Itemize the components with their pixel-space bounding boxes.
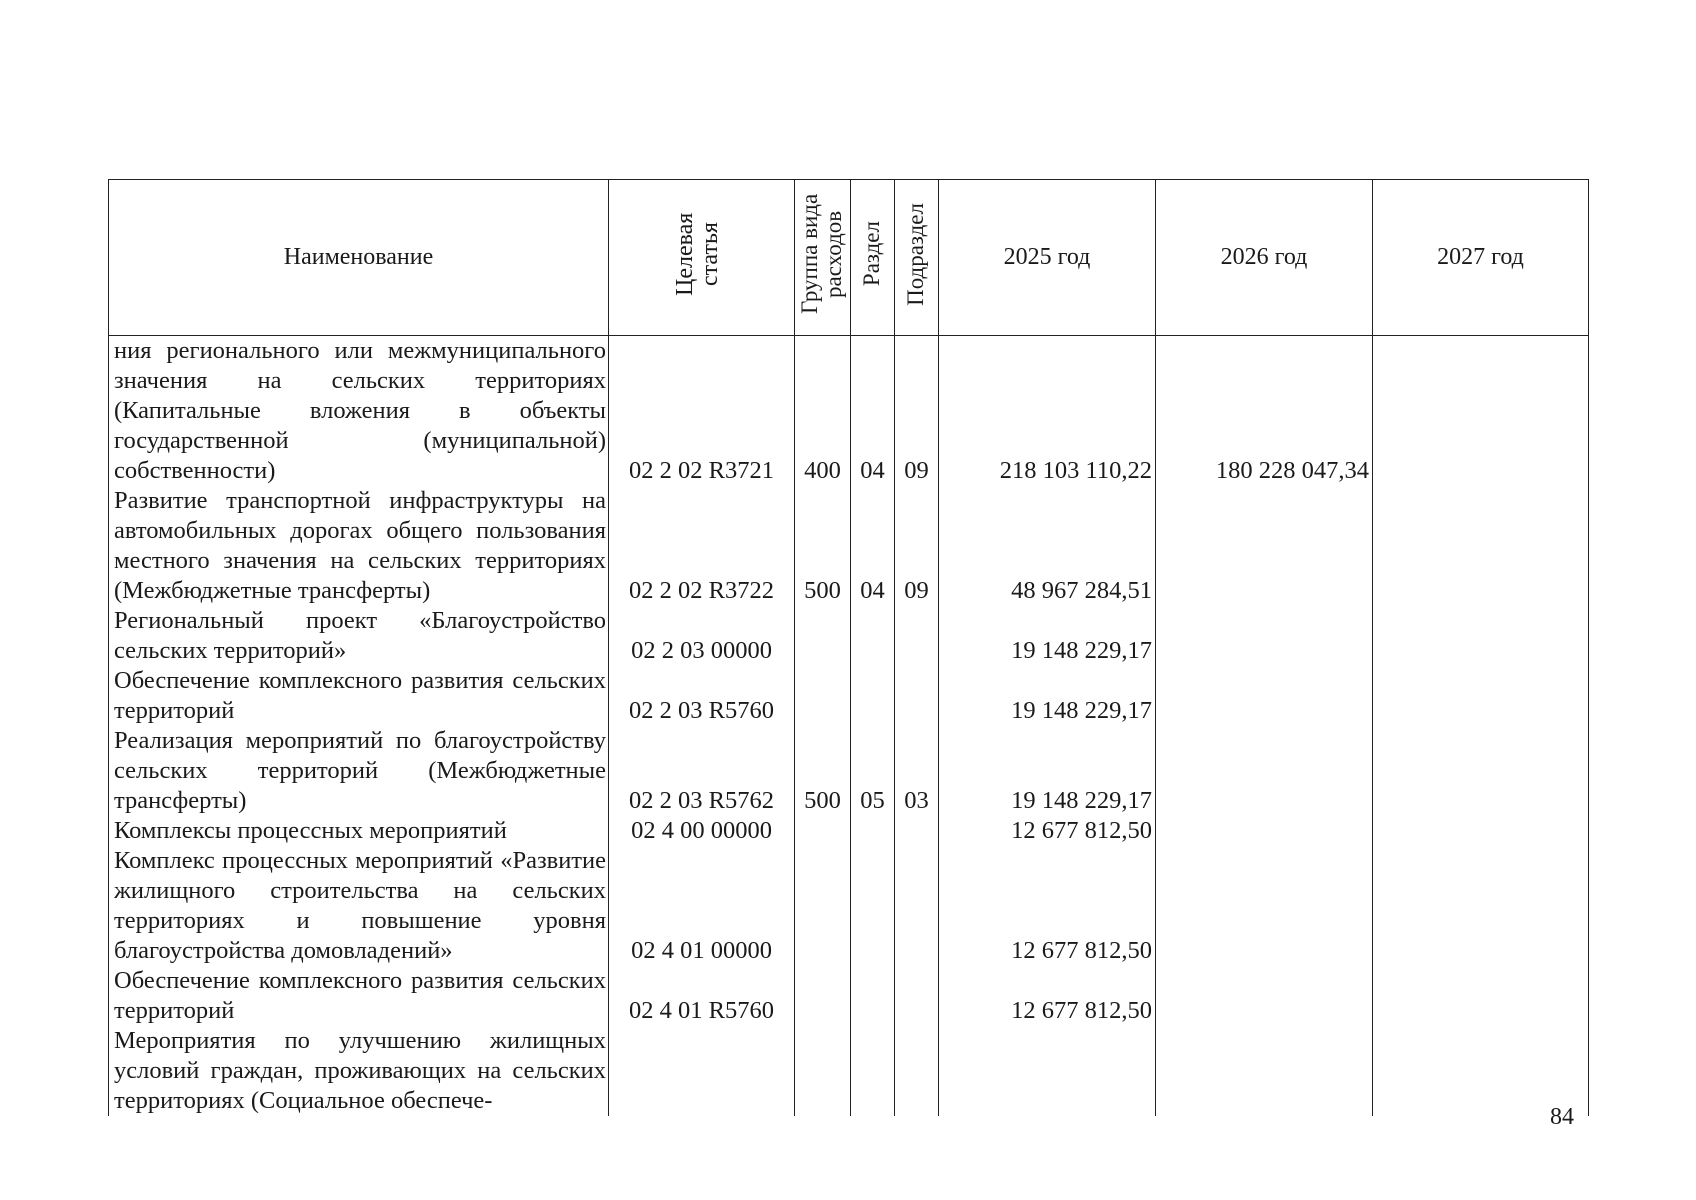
row-amount-2026-cell: [1156, 666, 1373, 726]
row-target-article-cell: 02 2 03 00000: [609, 606, 795, 666]
row-target-article-cell: 02 2 02 R3721: [609, 336, 795, 487]
header-year-2025: 2025 год: [939, 180, 1156, 336]
row-name-cell: Региональный проект «Благоустройство сельских территорий»: [109, 606, 609, 666]
page-number: 84: [1550, 1104, 1574, 1130]
row-amount-2025-cell: 19 148 229,17: [939, 666, 1156, 726]
header-year-2026: 2026 год: [1156, 180, 1373, 336]
row-amount-2026-cell: [1156, 486, 1373, 606]
row-expense-group-cell: [795, 846, 851, 966]
header-subsection: Подраздел: [895, 180, 939, 336]
row-amount-2027-cell: [1373, 846, 1589, 966]
row-name-cell: Комплексы процессных мероприятий: [109, 816, 609, 846]
header-section: Раздел: [851, 180, 895, 336]
row-amount-2026-cell: [1156, 1026, 1373, 1116]
row-subsection-cell: [895, 1026, 939, 1116]
row-amount-2027-cell: [1373, 336, 1589, 487]
table-row: [109, 1026, 1589, 1116]
row-amount-2027-cell: [1373, 666, 1589, 726]
row-amount-2025-cell: 12 677 812,50: [939, 816, 1156, 846]
row-amount-2027-cell: [1373, 966, 1589, 1026]
table-header: [109, 180, 1589, 336]
row-section-cell: [851, 816, 895, 846]
table-row: [109, 726, 1589, 816]
row-target-article-cell: 02 2 02 R3722: [609, 486, 795, 606]
row-amount-2026-cell: [1156, 846, 1373, 966]
row-name-cell: ния регионального или межмуниципального значения на сельских территориях (Капитальные вложения в объекты государственной (муниципальной) собственности): [109, 336, 609, 487]
row-target-article-cell: 02 2 03 R5760: [609, 666, 795, 726]
row-expense-group-cell: [795, 666, 851, 726]
row-amount-2025-cell: [939, 1026, 1156, 1116]
row-name-cell: Реализация мероприятий по благоустройству сельских территорий (Межбюджетные трансферты): [109, 726, 609, 816]
row-expense-group-cell: [795, 816, 851, 846]
table-row: [109, 846, 1589, 966]
row-amount-2027-cell: [1373, 606, 1589, 666]
row-target-article-cell: 02 4 01 00000: [609, 846, 795, 966]
row-target-article-cell: 02 4 01 R5760: [609, 966, 795, 1026]
row-amount-2026-cell: [1156, 966, 1373, 1026]
row-amount-2025-cell: 218 103 110,22: [939, 336, 1156, 487]
row-target-article-cell: [609, 1026, 795, 1116]
row-expense-group-cell: 500: [795, 486, 851, 606]
header-name: Наименование: [109, 180, 609, 336]
row-section-cell: 05: [851, 726, 895, 816]
row-amount-2025-cell: 19 148 229,17: [939, 726, 1156, 816]
row-subsection-cell: [895, 606, 939, 666]
row-subsection-cell: 03: [895, 726, 939, 816]
row-amount-2027-cell: [1373, 816, 1589, 846]
row-subsection-cell: 09: [895, 486, 939, 606]
header-expense-group: Группа вида расходов: [795, 180, 851, 336]
header-target-article: Целевая статья: [609, 180, 795, 336]
table-row: [109, 666, 1589, 726]
row-section-cell: [851, 606, 895, 666]
row-amount-2027-cell: [1373, 726, 1589, 816]
row-amount-2026-cell: [1156, 816, 1373, 846]
row-subsection-cell: 09: [895, 336, 939, 487]
row-amount-2026-cell: [1156, 606, 1373, 666]
row-subsection-cell: [895, 816, 939, 846]
row-amount-2026-cell: [1156, 726, 1373, 816]
row-subsection-cell: [895, 666, 939, 726]
row-amount-2027-cell: [1373, 486, 1589, 606]
row-amount-2025-cell: 12 677 812,50: [939, 846, 1156, 966]
row-amount-2025-cell: 19 148 229,17: [939, 606, 1156, 666]
row-name-cell: Обеспечение комплексного развития сельских территорий: [109, 966, 609, 1026]
row-section-cell: [851, 1026, 895, 1116]
row-amount-2027-cell: [1373, 1026, 1589, 1116]
table-body: [109, 336, 1589, 1117]
row-expense-group-cell: [795, 1026, 851, 1116]
row-section-cell: [851, 966, 895, 1026]
row-expense-group-cell: [795, 606, 851, 666]
row-target-article-cell: 02 4 00 00000: [609, 816, 795, 846]
row-amount-2026-cell: 180 228 047,34: [1156, 336, 1373, 487]
row-amount-2025-cell: 12 677 812,50: [939, 966, 1156, 1026]
row-expense-group-cell: [795, 966, 851, 1026]
row-name-cell: Мероприятия по улучшению жилищных условий граждан, проживающих на сельских территориях (Социальное обеспече-: [109, 1026, 609, 1116]
row-section-cell: [851, 846, 895, 966]
table-row: [109, 816, 1589, 846]
row-name-cell: Комплекс процессных мероприятий «Развитие жилищного строительства на сельских территориях и повышение уровня благоустройства домовладений»: [109, 846, 609, 966]
row-name-cell: Обеспечение комплексного развития сельских территорий: [109, 666, 609, 726]
table-row: [109, 966, 1589, 1026]
row-expense-group-cell: 500: [795, 726, 851, 816]
row-subsection-cell: [895, 966, 939, 1026]
row-amount-2025-cell: 48 967 284,51: [939, 486, 1156, 606]
row-section-cell: 04: [851, 336, 895, 487]
table-row: [109, 336, 1589, 487]
table-row: [109, 606, 1589, 666]
row-section-cell: [851, 666, 895, 726]
row-target-article-cell: 02 2 03 R5762: [609, 726, 795, 816]
header-year-2027: 2027 год: [1373, 180, 1589, 336]
table-row: [109, 486, 1589, 606]
budget-table: [108, 179, 1589, 1116]
row-name-cell: Развитие транспортной инфраструктуры на автомобильных дорогах общего пользования местного значения на сельских территориях (Межбюджетные трансферты): [109, 486, 609, 606]
row-expense-group-cell: 400: [795, 336, 851, 487]
row-subsection-cell: [895, 846, 939, 966]
row-section-cell: 04: [851, 486, 895, 606]
